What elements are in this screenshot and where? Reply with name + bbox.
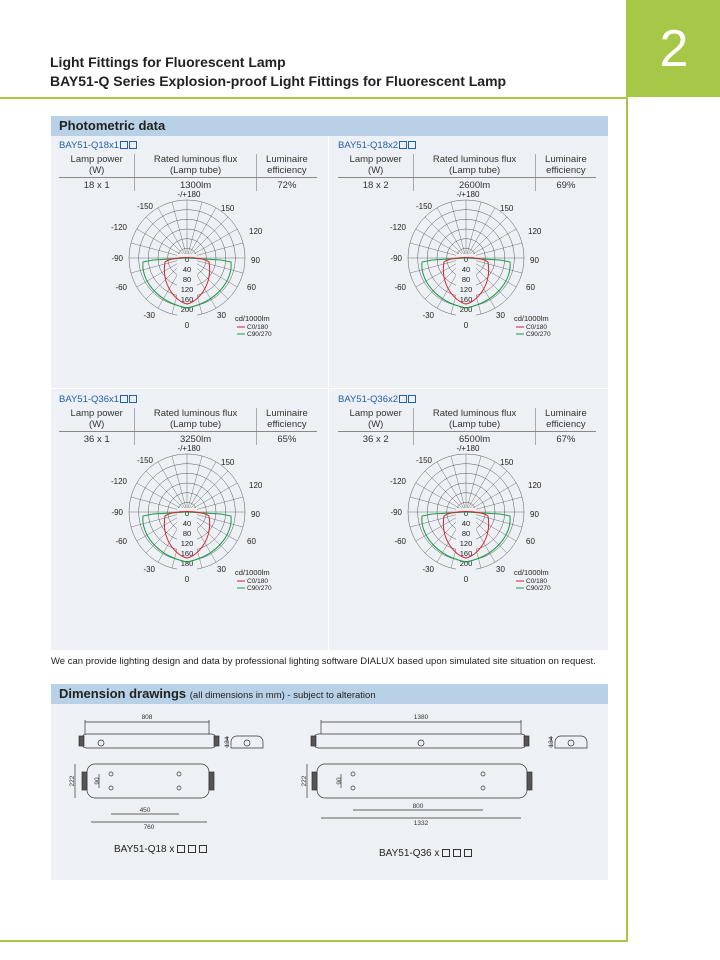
col-flux: Rated luminous flux (Lamp tube) bbox=[414, 408, 535, 432]
legend-unit: cd/1000lm bbox=[514, 568, 549, 577]
angle-label: -90 bbox=[111, 254, 123, 263]
polar-diagram bbox=[368, 434, 578, 594]
q18-width-label: 222 bbox=[69, 775, 76, 787]
legend-c0: C0/180 bbox=[247, 578, 268, 585]
angle-label: 90 bbox=[530, 256, 539, 265]
photometric-cell bbox=[330, 390, 606, 642]
ring-label: 0 bbox=[184, 255, 190, 264]
ring-label: 200 bbox=[180, 305, 194, 314]
legend-c0: C0/180 bbox=[247, 324, 268, 331]
ring-label: 0 bbox=[463, 255, 469, 264]
angle-label: 60 bbox=[526, 537, 535, 546]
dimension-title: Dimension drawings bbox=[59, 686, 187, 701]
divider bbox=[328, 136, 329, 650]
q36-height-label: 134 bbox=[548, 736, 555, 748]
angle-label: -/+180 bbox=[456, 444, 480, 453]
photometric-panel bbox=[51, 116, 608, 650]
side-rule bbox=[626, 0, 628, 942]
legend-unit: cd/1000lm bbox=[235, 314, 270, 323]
angle-label: -/+180 bbox=[177, 190, 201, 199]
legend-c0: C0/180 bbox=[526, 324, 547, 331]
angle-label: -120 bbox=[110, 223, 127, 232]
legend-unit: cd/1000lm bbox=[514, 314, 549, 323]
power-value: 18 x 1 bbox=[83, 180, 110, 191]
photometric-cell bbox=[51, 136, 327, 388]
power-value: 36 x 1 bbox=[83, 434, 110, 445]
angle-label: 30 bbox=[496, 565, 505, 574]
col-eff: Luminaire efficiency bbox=[535, 408, 596, 432]
q18-drawing-label bbox=[114, 844, 207, 855]
flux-value: 3250lm bbox=[135, 432, 256, 446]
angle-label: 120 bbox=[249, 481, 263, 490]
angle-label: 150 bbox=[500, 458, 514, 467]
legend-c90: C90/270 bbox=[526, 585, 551, 592]
page-subtitle: BAY51-Q Series Explosion-proof Light Fittings for Fluorescent Lamp bbox=[50, 73, 507, 89]
power-value: 36 x 2 bbox=[362, 434, 389, 445]
angle-label: -90 bbox=[390, 508, 402, 517]
col-flux: Rated luminous flux (Lamp tube) bbox=[135, 408, 256, 432]
ring-label: 80 bbox=[182, 275, 192, 284]
angle-label: -30 bbox=[422, 565, 434, 574]
dialux-note: We can provide lighting design and data by professional lighting software DIALUX based upon simulated site situation on request. bbox=[51, 656, 596, 667]
angle-label: -60 bbox=[394, 537, 406, 546]
angle-label: -150 bbox=[415, 456, 432, 465]
ring-label: 160 bbox=[459, 295, 473, 304]
angle-label: -30 bbox=[143, 565, 155, 574]
ring-label: 160 bbox=[180, 295, 194, 304]
legend-c90: C90/270 bbox=[247, 331, 272, 338]
ring-label: 40 bbox=[461, 519, 471, 528]
ring-label: 200 bbox=[459, 305, 473, 314]
polar-diagram bbox=[89, 434, 299, 594]
angle-label: 60 bbox=[526, 283, 535, 292]
ring-label: 120 bbox=[180, 539, 194, 548]
page-title: Light Fittings for Fluorescent Lamp bbox=[50, 54, 286, 70]
q18-top-body bbox=[87, 764, 209, 798]
angle-label: 90 bbox=[251, 510, 260, 519]
angle-label: 60 bbox=[247, 283, 256, 292]
q18-cable-gland bbox=[98, 740, 104, 746]
q36-width-label: 222 bbox=[301, 775, 308, 787]
angle-label: -/+180 bbox=[456, 190, 480, 199]
angle-label: 0 bbox=[184, 575, 190, 584]
chapter-tab bbox=[628, 0, 720, 97]
col-flux: Rated luminous flux (Lamp tube) bbox=[135, 154, 256, 178]
ring-label: 180 bbox=[180, 559, 194, 568]
ring-label: 40 bbox=[461, 265, 471, 274]
angle-label: -30 bbox=[422, 311, 434, 320]
angle-label: 120 bbox=[528, 227, 542, 236]
q18-mount-width-label: 90 bbox=[94, 777, 101, 785]
angle-label: 0 bbox=[463, 575, 469, 584]
q36-body-length-label: 1332 bbox=[413, 820, 429, 827]
eff-value: 72% bbox=[256, 178, 317, 192]
angle-label: -150 bbox=[136, 456, 153, 465]
dimension-heading bbox=[51, 684, 608, 704]
angle-label: -120 bbox=[110, 477, 127, 486]
legend-c90: C90/270 bbox=[247, 585, 272, 592]
angle-label: 30 bbox=[496, 311, 505, 320]
angle-label: -150 bbox=[415, 202, 432, 211]
angle-label: 120 bbox=[249, 227, 263, 236]
col-eff: Luminaire efficiency bbox=[256, 154, 317, 178]
angle-label: -/+180 bbox=[177, 444, 201, 453]
angle-label: 0 bbox=[184, 321, 190, 330]
eff-value: 65% bbox=[256, 432, 317, 446]
angle-label: 120 bbox=[528, 481, 542, 490]
ring-label: 0 bbox=[463, 509, 469, 518]
power-value: 18 x 2 bbox=[362, 180, 389, 191]
flux-value: 1300lm bbox=[135, 178, 256, 192]
legend-c0: C0/180 bbox=[526, 578, 547, 585]
q36-length-label: 1380 bbox=[413, 714, 429, 721]
polar-diagram bbox=[368, 180, 578, 340]
col-power: Lamp power (W) bbox=[59, 408, 135, 432]
angle-label: 30 bbox=[217, 311, 226, 320]
flux-value: 6500lm bbox=[414, 432, 535, 446]
col-eff: Luminaire efficiency bbox=[535, 154, 596, 178]
ring-label: 80 bbox=[461, 275, 471, 284]
angle-label: -30 bbox=[143, 311, 155, 320]
q18-body-length-label: 760 bbox=[143, 824, 155, 831]
header-rule bbox=[0, 97, 628, 99]
model-name: BAY51-Q18x2 bbox=[338, 140, 416, 151]
ring-label: 40 bbox=[182, 265, 192, 274]
q36-mount-length-label: 800 bbox=[412, 803, 424, 810]
col-power: Lamp power (W) bbox=[59, 154, 135, 178]
photometric-heading: Photometric data bbox=[51, 116, 608, 136]
angle-label: 150 bbox=[221, 458, 235, 467]
ring-label: 80 bbox=[182, 529, 192, 538]
legend-unit: cd/1000lm bbox=[235, 568, 270, 577]
chapter-number: 2 bbox=[659, 19, 689, 78]
divider bbox=[51, 388, 608, 389]
angle-label: 60 bbox=[247, 537, 256, 546]
angle-label: -120 bbox=[389, 223, 406, 232]
model-name: BAY51-Q36x2 bbox=[338, 394, 416, 405]
col-power: Lamp power (W) bbox=[338, 154, 414, 178]
angle-label: 90 bbox=[530, 510, 539, 519]
angle-label: -90 bbox=[111, 508, 123, 517]
col-power: Lamp power (W) bbox=[338, 408, 414, 432]
angle-label: 0 bbox=[463, 321, 469, 330]
photometric-cell bbox=[51, 390, 327, 642]
q18-mount-length-label: 450 bbox=[139, 807, 151, 814]
eff-value: 67% bbox=[535, 432, 596, 446]
q18-endcap bbox=[214, 736, 219, 746]
footer-rule bbox=[0, 940, 628, 942]
angle-label: 30 bbox=[217, 565, 226, 574]
photometric-cell bbox=[330, 136, 606, 388]
ring-label: 80 bbox=[461, 529, 471, 538]
angle-label: -150 bbox=[136, 202, 153, 211]
q18-label-text: BAY51-Q18 x bbox=[114, 844, 175, 855]
ring-label: 120 bbox=[459, 539, 473, 548]
dimension-panel bbox=[51, 684, 608, 880]
angle-label: 90 bbox=[251, 256, 260, 265]
q18-endcap bbox=[79, 736, 84, 746]
angle-label: -60 bbox=[115, 537, 127, 546]
ring-label: 40 bbox=[182, 519, 192, 528]
dimension-subtitle: (all dimensions in mm) - subject to alteration bbox=[189, 690, 376, 701]
angle-label: -60 bbox=[115, 283, 127, 292]
angle-label: -120 bbox=[389, 477, 406, 486]
q36-label-text: BAY51-Q36 x bbox=[379, 848, 440, 859]
q18-length-label: 808 bbox=[141, 714, 153, 721]
eff-value: 69% bbox=[535, 178, 596, 192]
polar-diagram bbox=[89, 180, 299, 340]
legend-c90: C90/270 bbox=[526, 331, 551, 338]
col-eff: Luminaire efficiency bbox=[256, 408, 317, 432]
flux-value: 2600lm bbox=[414, 178, 535, 192]
ring-label: 120 bbox=[459, 285, 473, 294]
ring-label: 200 bbox=[459, 559, 473, 568]
model-name: BAY51-Q18x1 bbox=[59, 140, 137, 151]
angle-label: 150 bbox=[500, 204, 514, 213]
q36-top-body bbox=[317, 764, 527, 798]
col-flux: Rated luminous flux (Lamp tube) bbox=[414, 154, 535, 178]
q18-height-label: 134 bbox=[224, 736, 231, 748]
angle-label: -90 bbox=[390, 254, 402, 263]
q36-drawing-label bbox=[379, 848, 472, 859]
model-name: BAY51-Q36x1 bbox=[59, 394, 137, 405]
q36-mount-width-label: 90 bbox=[336, 777, 343, 785]
ring-label: 120 bbox=[180, 285, 194, 294]
angle-label: -60 bbox=[394, 283, 406, 292]
ring-label: 0 bbox=[184, 509, 190, 518]
ring-label: 160 bbox=[180, 549, 194, 558]
ring-label: 160 bbox=[459, 549, 473, 558]
angle-label: 150 bbox=[221, 204, 235, 213]
